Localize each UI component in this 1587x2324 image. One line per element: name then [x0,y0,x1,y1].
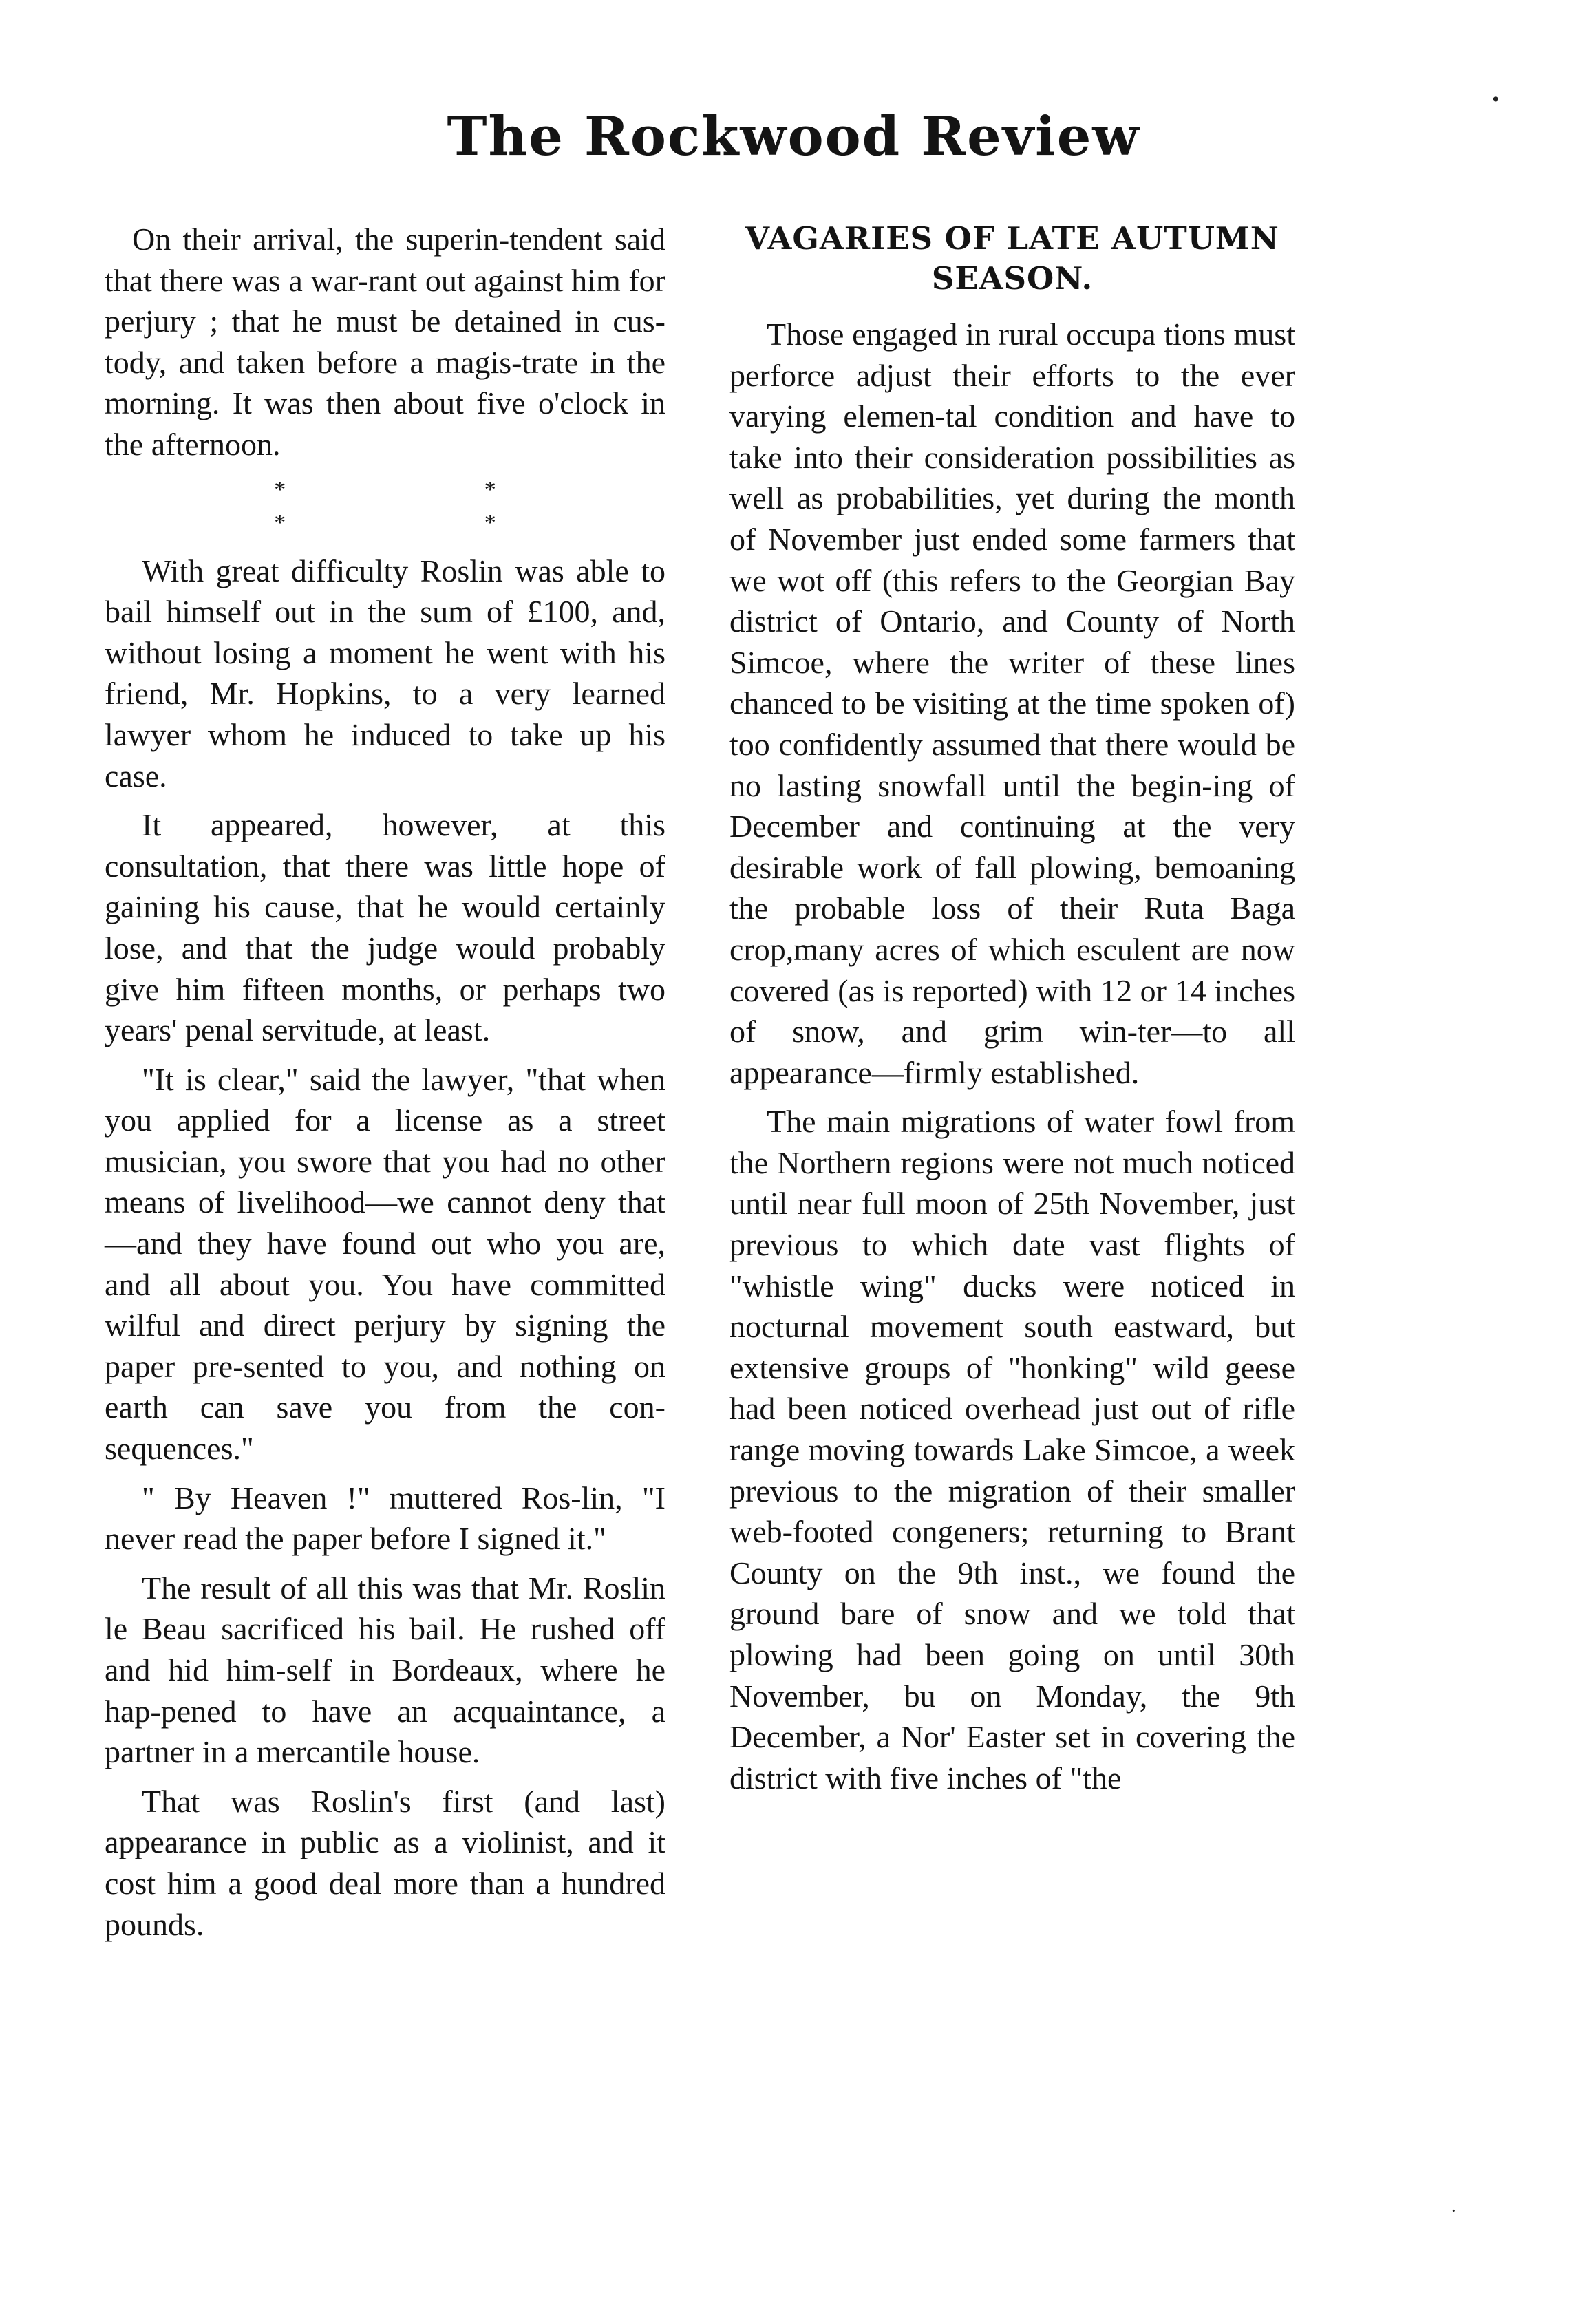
paragraph: On their arrival, the superin-tendent said that there was a war-rant out against him for perjury ; that he must be detained in cus-tody, and taken before a magis-trate in the morning. It was then about five o'clock in the afternoon. [105,222,665,462]
paragraph: That was Roslin's first (and last) appearance in public as a violinist, and it cost him a good deal more than a hundred pounds. [105,1783,665,1942]
article-heading: VAGARIES OF LATE AUTUMN SEASON. [745,220,1279,297]
paragraph: It appeared, however, at this consultation, that there was little hope of gaining his cause, that he would certainly lose, and that the judge would probably give him fifteen months, or perhaps two years' penal servitude, at least. [105,807,665,1048]
paragraph: The result of all this was that Mr. Roslin le Beau sacrificed his bail. He rushed off and hid him-self in Bordeaux, where he hap-pened to have an acquaintance, a partner in a mercantile house. [105,1570,665,1770]
masthead-title: The Rockwood Review [447,105,1140,168]
print-speck: · [1451,2201,1457,2221]
paragraph: With great difficulty Roslin was able to bail himself out in the sum of £100, and, without losing a moment he went with his friend, Mr. Hopkins, to a very learned lawyer whom he induced to take up his case. [105,553,665,793]
print-speck: • [1492,88,1500,111]
section-break: * * * * [274,476,593,535]
paragraph: Those engaged in rural occupa tions must perforce adjust their efforts to the ever varying elemen-tal condition and have to take into their consideration possibilities as well as probabilities, yet during the month of November just ended some farmers that we wot off (this refers to the Georgian Bay district of Ontario, and County of North Simcoe, where the writer of these lines chanced to be visiting at the time spoken of) too confidently assumed that there would be no lasting snowfall until the begin-ing of December and continuing at the very desirable work of fall plowing, bemoaning the probable loss of their Ruta Baga crop,many acres of which esculent are now covered (as is reported) with 12 or 14 inches of snow, and grim win-ter—to all appearance—firmly established. [729,317,1295,1090]
paragraph: The main migrations of water fowl from the Northern regions were not much noticed until near full moon of 25th November, just previous to which date vast flights of "whistle wing" ducks were noticed in nocturnal movement south eastward, but extensive groups of "honking" wild geese had been noticed overhead just out of rifle range moving towards Lake Simcoe, a week previous to the migration of their smaller web-footed congeners; returning to Brant County on the 9th inst., we found the ground bare of snow and we told that plowing had been going on until 30th November, bu on Monday, the 9th December, a Nor' Easter set in covering the district with five inches of "the [729,1104,1295,1795]
left-column [105,219,665,1953]
right-column [729,219,1295,1806]
paragraph: "It is clear," said the lawyer, "that when you applied for a license as a street musician, you swore that you had no other means of livelihood—we cannot deny that—and they have found out who you are, and all about you. You have committed wilful and direct perjury by signing the paper pre-sented to you, and nothing on earth can save you from the con-sequences." [105,1061,665,1467]
paragraph: " By Heaven !" muttered Ros-lin, "I never read the paper before I signed it." [105,1480,665,1557]
